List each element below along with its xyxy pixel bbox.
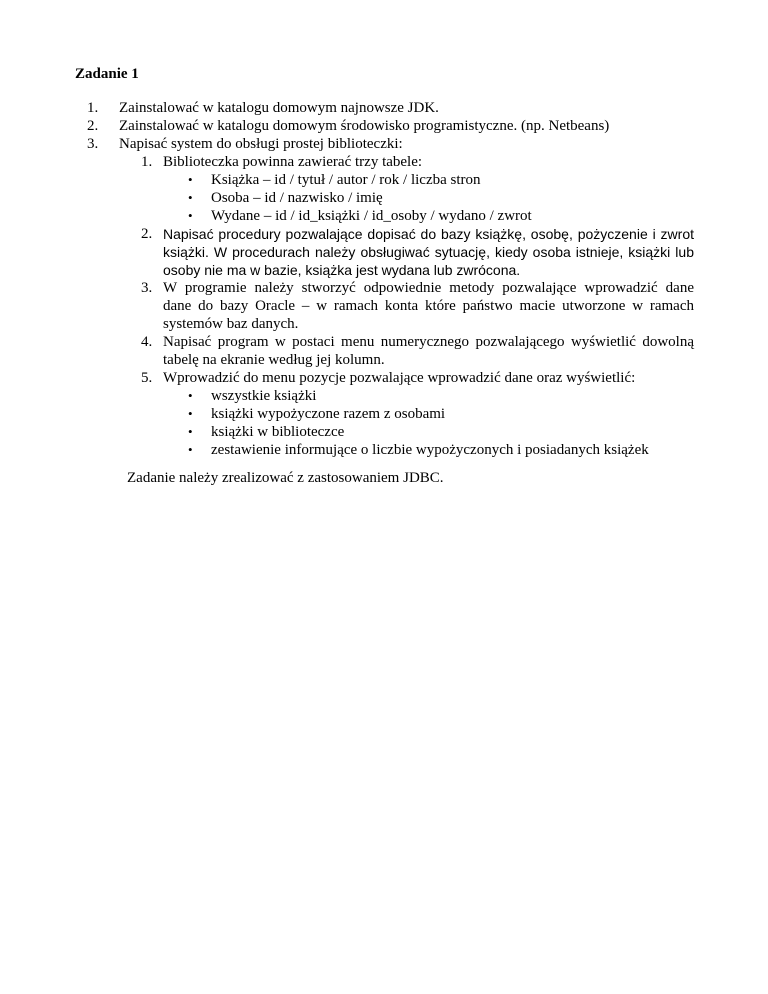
bullet-icon: • (188, 190, 193, 205)
item-number-1: 1. (87, 100, 99, 116)
bullet-icon: • (188, 424, 193, 439)
item-text-2: Zainstalować w katalogu domowym środowisko programistyczne. (np. Netbeans) (119, 118, 610, 134)
document-title: Zadanie 1 (75, 66, 139, 82)
item-number-2: 2. (87, 118, 99, 134)
subitem-3-line-2: dane do bazy Oracle – w ramach konta które państwo macie utworzone w ramach (163, 298, 694, 314)
subitem-number-3: 3. (141, 280, 153, 296)
table-item-osoba: Osoba – id / nazwisko / imię (211, 190, 383, 206)
subitem-number-4: 4. (141, 334, 153, 350)
bullet-icon: • (188, 388, 193, 403)
menu-position-1: wszystkie książki (211, 388, 317, 404)
bullet-icon: • (188, 406, 193, 421)
menu-position-2: książki wypożyczone razem z osobami (211, 406, 446, 422)
menu-position-3: książki w biblioteczce (211, 424, 345, 440)
subitem-4-line-1: Napisać program w postaci menu numerycznego pozwalającego wyświetlić dowolną (163, 334, 694, 350)
footer-note: Zadanie należy zrealizować z zastosowaniem JDBC. (127, 470, 444, 486)
item-text-3: Napisać system do obsługi prostej biblioteczki: (119, 136, 403, 152)
subitem-2-line-1: Napisać procedury pozwalające dopisać do bazy książkę, osobę, pożyczenie i zwrot (163, 226, 694, 242)
table-item-ksiazka: Książka – id / tytuł / autor / rok / liczba stron (211, 172, 481, 188)
subitem-number-1: 1. (141, 154, 153, 170)
subitem-number-5: 5. (141, 370, 153, 386)
subitem-text-1: Biblioteczka powinna zawierać trzy tabele: (163, 154, 423, 170)
subitem-5-line-1: Wprowadzić do menu pozycje pozwalające wprowadzić dane oraz wyświetlić: (163, 370, 636, 386)
bullet-icon: • (188, 172, 193, 187)
subitem-2-line-3: osoby nie ma w bazie, książka jest wydana lub zwrócona. (163, 262, 521, 278)
item-number-3: 3. (87, 136, 99, 152)
subitem-number-2: 2. (141, 226, 153, 242)
subitem-3-line-1: W programie należy stworzyć odpowiednie metody pozwalające wprowadzić dane (163, 280, 694, 296)
bullet-icon: • (188, 208, 193, 223)
subitem-4-line-2: tabelę na ekranie według jej kolumn. (163, 352, 385, 368)
subitem-2-line-2: książki. W procedurach należy obsługiwać sytuację, kiedy osoba istnieje, książki lub (163, 244, 694, 260)
subitem-3-line-3: systemów baz danych. (163, 316, 299, 332)
bullet-icon: • (188, 442, 193, 457)
menu-position-4: zestawienie informujące o liczbie wypożyczonych i posiadanych książek (211, 442, 649, 458)
item-text-1: Zainstalować w katalogu domowym najnowsze JDK. (119, 100, 439, 116)
table-item-wydane: Wydane – id / id_książki / id_osoby / wydano / zwrot (211, 208, 532, 224)
